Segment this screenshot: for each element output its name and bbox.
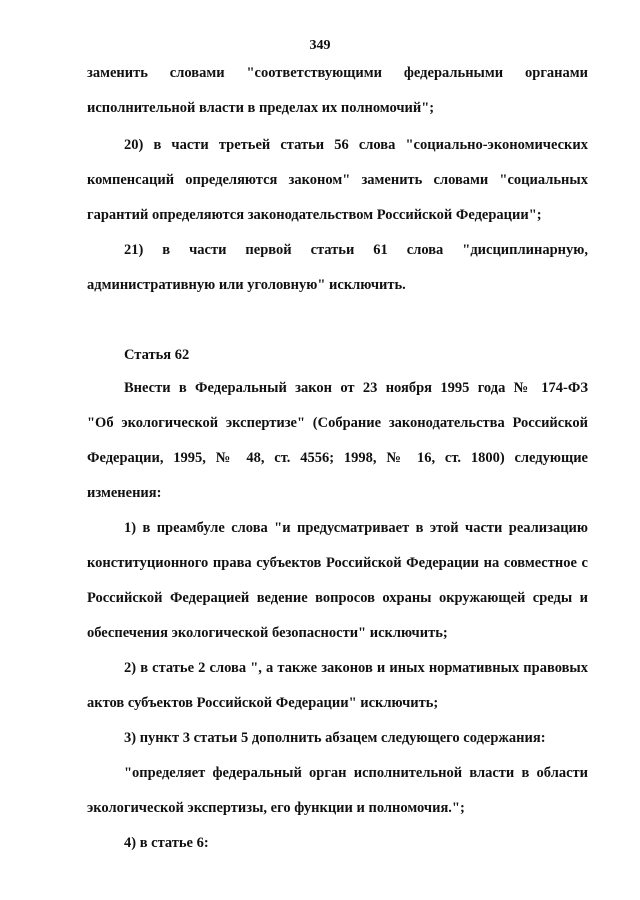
text-line: Внести в Федеральный закон от 23 ноября 1995 года № 174-ФЗ — [124, 380, 588, 396]
text-line: "Об экологической экспертизе" (Собрание законодательства Российской — [87, 415, 588, 431]
text-line: Федерации, 1995, № 48, ст. 4556; 1998, № 16, ст. 1800) следующие — [87, 450, 588, 466]
text-line: заменить словами "соответствующими федеральными органами — [87, 65, 588, 81]
text-line: компенсаций определяются законом" заменить словами "социальных — [87, 172, 588, 188]
text-line: 21) в части первой статьи 61 слова "дисциплинарную, — [124, 242, 588, 258]
text-line: "определяет федеральный орган исполнительной власти в области — [124, 765, 588, 781]
text-line: Российской Федерацией ведение вопросов охраны окружающей среды и — [87, 590, 588, 606]
text-line: изменения: — [87, 485, 162, 501]
text-line: обеспечения экологической безопасности" исключить; — [87, 625, 448, 641]
text-line: 20) в части третьей статьи 56 слова "социально-экономических — [124, 137, 588, 153]
text-line: актов субъектов Российской Федерации" исключить; — [87, 695, 439, 711]
text-line: 3) пункт 3 статьи 5 дополнить абзацем следующего содержания: — [124, 730, 546, 746]
text-line: административную или уголовную" исключить. — [87, 277, 406, 293]
text-line: конституционного права субъектов Российской Федерации на совместное с — [87, 555, 588, 571]
text-line: 2) в статье 2 слова ", а также законов и иных нормативных правовых — [124, 660, 588, 676]
text-line: 4) в статье 6: — [124, 835, 209, 851]
article-heading: Статья 62 — [124, 347, 190, 363]
text-line: экологической экспертизы, его функции и полномочия."; — [87, 800, 465, 816]
text-line: исполнительной власти в пределах их полномочий"; — [87, 100, 435, 116]
page-number: 349 — [309, 38, 331, 53]
text-line: гарантий определяются законодательством Российской Федерации"; — [87, 207, 542, 223]
text-line: 1) в преамбуле слова "и предусматривает в этой части реализацию — [124, 520, 588, 536]
